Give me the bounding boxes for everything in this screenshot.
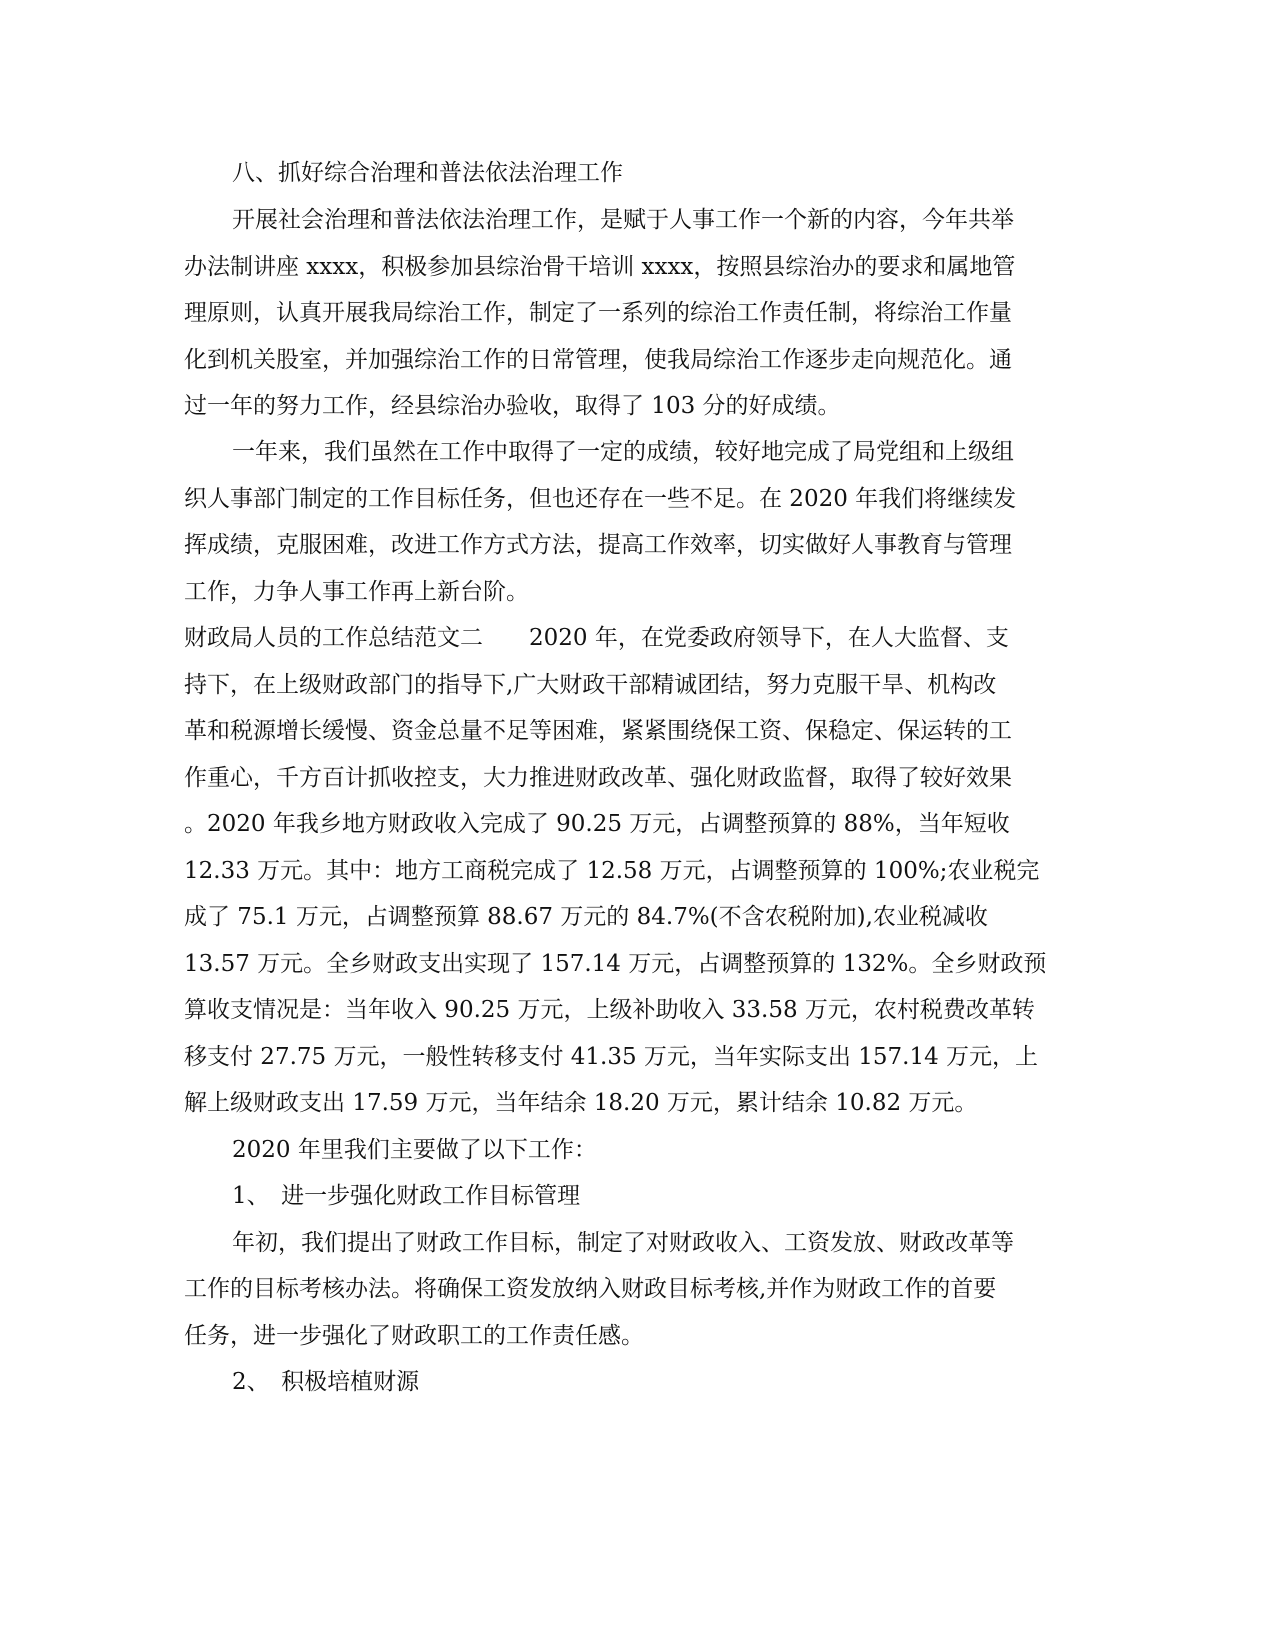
paragraph-line: 解上级财政支出 17.59 万元，当年结余 18.20 万元，累计结余 10.82 万元。 xyxy=(184,1090,978,1116)
paragraph-line: 办法制讲座 xxxx，积极参加县综治骨干培训 xxxx，按照县综治办的要求和属地管 xyxy=(184,254,1016,280)
paragraph-line: 化到机关股室，并加强综治工作的日常管理，使我局综治工作逐步走向规范化。通 xyxy=(184,347,1012,373)
list-heading-1: 1、 进一步强化财政工作目标管理 xyxy=(232,1183,581,1209)
paragraph-line: 作重心，千方百计抓收控支，大力推进财政改革、强化财政监督，取得了较好效果 xyxy=(184,765,1012,791)
paragraph-line: 2020 年里我们主要做了以下工作： xyxy=(232,1137,597,1163)
paragraph-line: 年初，我们提出了财政工作目标，制定了对财政收入、工资发放、财政改革等 xyxy=(232,1230,1014,1256)
section-title-line: 财政局人员的工作总结范文二 2020 年，在党委政府领导下，在人大监督、支 xyxy=(184,625,1009,651)
paragraph-line: 理原则，认真开展我局综治工作，制定了一系列的综治工作责任制，将综治工作量 xyxy=(184,300,1012,326)
paragraph-line: 过一年的努力工作，经县综治办验收，取得了 103 分的好成绩。 xyxy=(184,393,841,419)
paragraph-line: 。2020 年我乡地方财政收入完成了 90.25 万元，占调整预算的 88%，当年短收 xyxy=(184,811,1010,837)
paragraph-line: 工作的目标考核办法。将确保工资发放纳入财政目标考核,并作为财政工作的首要 xyxy=(184,1276,997,1302)
paragraph-line: 挥成绩，克服困难，改进工作方式方法，提高工作效率，切实做好人事教育与管理 xyxy=(184,532,1012,558)
paragraph-line: 成了 75.1 万元，占调整预算 88.67 万元的 84.7%(不含农税附加),农业税减收 xyxy=(184,904,988,930)
paragraph-line: 移支付 27.75 万元，一般性转移支付 41.35 万元，当年实际支出 157.14 万元，上 xyxy=(184,1044,1039,1070)
paragraph-line: 算收支情况是：当年收入 90.25 万元，上级补助收入 33.58 万元，农村税费改革转 xyxy=(184,997,1035,1023)
paragraph-line: 任务，进一步强化了财政职工的工作责任感。 xyxy=(184,1323,644,1349)
paragraph-line: 持下，在上级财政部门的指导下,广大财政干部精诚团结，努力克服干旱、机构改 xyxy=(184,672,997,698)
section-heading-8: 八、抓好综合治理和普法依法治理工作 xyxy=(232,160,623,186)
list-heading-2: 2、 积极培植财源 xyxy=(232,1369,420,1395)
paragraph-line: 一年来，我们虽然在工作中取得了一定的成绩，较好地完成了局党组和上级组 xyxy=(232,439,1014,465)
paragraph-line: 革和税源增长缓慢、资金总量不足等困难，紧紧围绕保工资、保稳定、保运转的工 xyxy=(184,718,1012,744)
paragraph-line: 12.33 万元。其中：地方工商税完成了 12.58 万元，占调整预算的 100%;农业税完 xyxy=(184,858,1040,884)
paragraph-line: 13.57 万元。全乡财政支出实现了 157.14 万元，占调整预算的 132%。全乡财政预 xyxy=(184,951,1047,977)
paragraph-line: 织人事部门制定的工作目标任务，但也还存在一些不足。在 2020 年我们将继续发 xyxy=(184,486,1017,512)
paragraph-line: 开展社会治理和普法依法治理工作，是赋于人事工作一个新的内容，今年共举 xyxy=(232,207,1014,233)
paragraph-line: 工作，力争人事工作再上新台阶。 xyxy=(184,579,529,605)
